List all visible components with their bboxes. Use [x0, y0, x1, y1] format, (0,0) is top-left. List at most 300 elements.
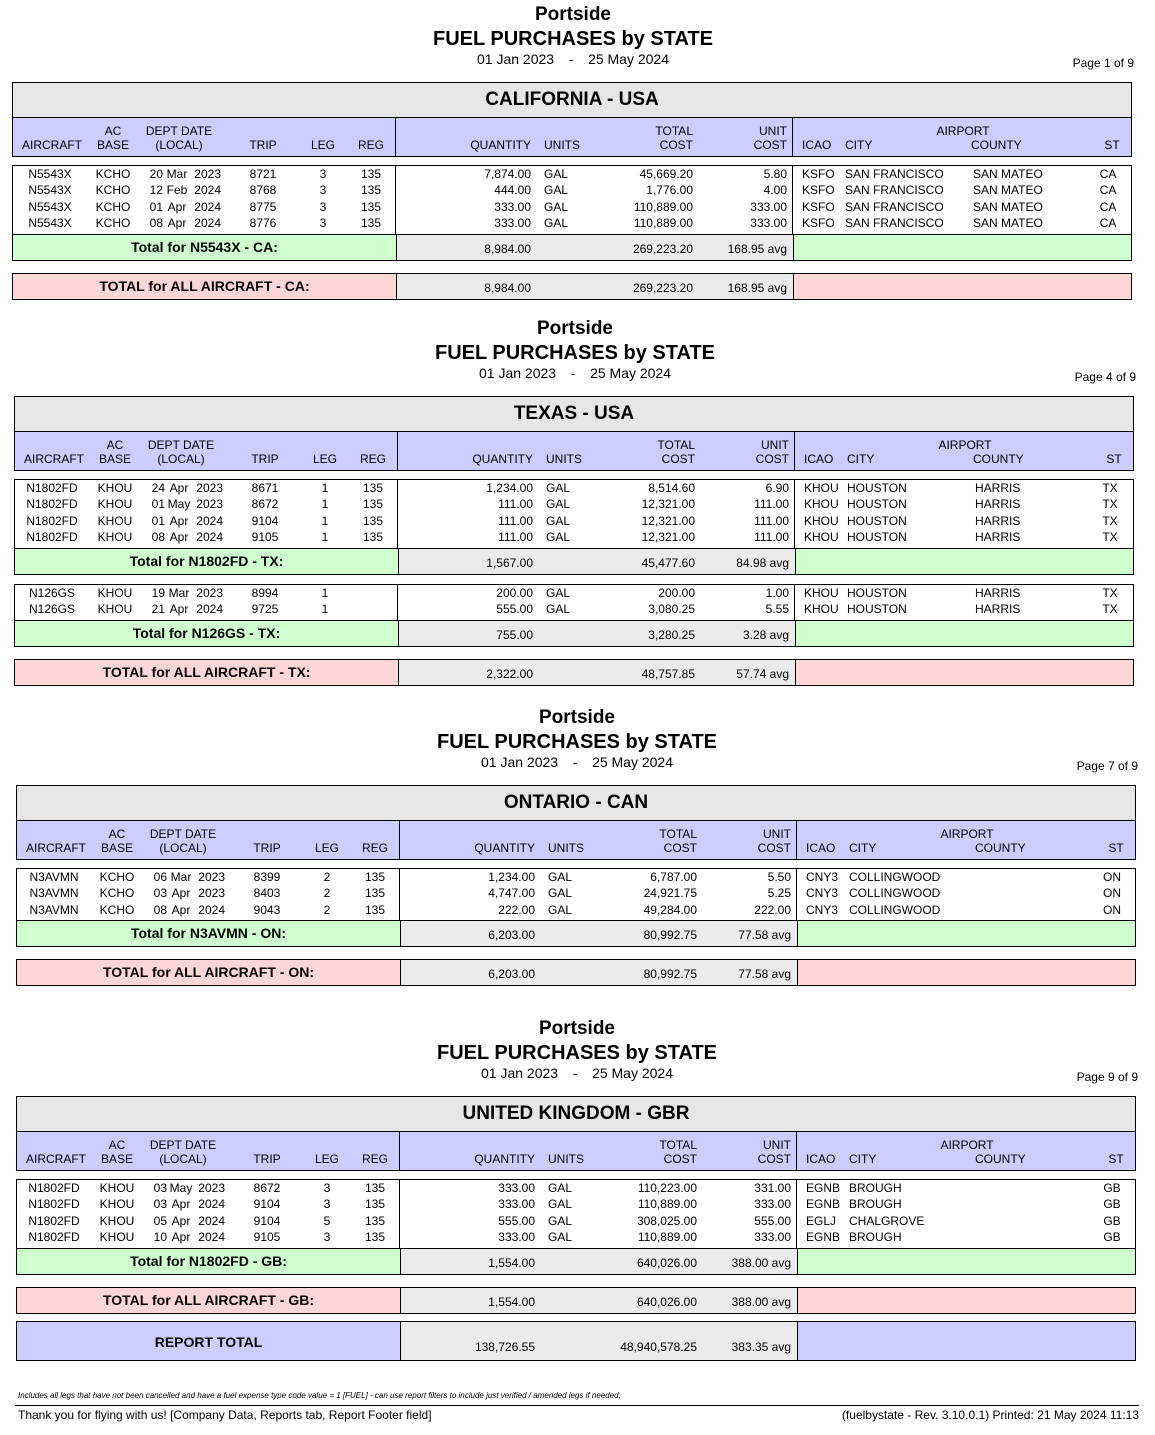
col-st: ST — [1104, 138, 1120, 152]
col-trip: TRIP — [251, 452, 279, 466]
cell-units: GAL — [548, 870, 573, 884]
cell-units: GAL — [548, 902, 573, 917]
cell-units: GAL — [544, 167, 569, 181]
col-reg: REG — [361, 841, 388, 855]
cell-base: KHOU — [99, 1181, 135, 1195]
cell-leg: 2 — [323, 902, 331, 917]
date-from: 01 Jan 2023 — [480, 753, 559, 770]
cell-st: TX — [1102, 481, 1118, 495]
cell-icao: KHOU — [804, 481, 839, 495]
date-separator: - — [568, 50, 574, 67]
date-range — [12, 51, 1134, 68]
col-icao: ICAO — [802, 138, 832, 152]
cell-unit: 331.00 — [754, 1181, 791, 1195]
cell-city: SAN FRANCISCO — [845, 199, 944, 214]
cell-trip: 9105 — [253, 1230, 281, 1245]
col-airport: AIRPORT — [940, 827, 994, 841]
cell-year: 2023 — [196, 481, 223, 495]
cell-icao: EGNB — [806, 1230, 841, 1245]
cell-day: 06 — [153, 870, 167, 884]
cell-mon: Apr — [169, 602, 189, 617]
cell-aircraft: N5543X — [28, 183, 72, 198]
col-total-cost: TOTAL — [659, 827, 697, 841]
report-total-label: REPORT TOTAL — [154, 1334, 263, 1350]
footer-divider — [15, 1405, 1139, 1406]
grand-total-cost: 640,026.00 — [636, 1295, 697, 1309]
cell-leg: 1 — [321, 586, 329, 600]
cell-base: KCHO — [99, 886, 135, 901]
cell-day: 01 — [149, 199, 163, 214]
col-leg: LEG — [312, 452, 337, 466]
col-leg: LEG — [310, 138, 335, 152]
cell-county: HARRIS — [975, 586, 1021, 600]
col-dept-date: DEPT DATE — [149, 1138, 217, 1152]
subtotal-label: Total for N3AVMN - ON: — [130, 925, 287, 941]
cell-reg: 135 — [364, 1213, 386, 1228]
company-name: Portside — [536, 318, 614, 339]
col-trip: TRIP — [249, 138, 277, 152]
cell-icao: KSFO — [802, 216, 835, 231]
state-title: UNITED KINGDOM - GBR — [16, 1096, 1136, 1132]
col-quantity: QUANTITY — [470, 138, 531, 152]
cell-trip: 9043 — [253, 902, 281, 917]
cell-icao: CNY3 — [806, 886, 839, 901]
cell-total: 110,889.00 — [633, 199, 693, 214]
grand-total-quantity: 1,554.00 — [488, 1295, 535, 1309]
cell-units: GAL — [548, 1213, 573, 1228]
cell-city: COLLINGWOOD — [849, 870, 941, 884]
cell-qty: 333.00 — [498, 1181, 535, 1195]
col-airport: AIRPORT — [936, 124, 990, 138]
col-ac-base: AC — [104, 124, 122, 138]
cell-city: HOUSTON — [847, 513, 907, 528]
cell-base: KCHO — [99, 870, 135, 884]
subtotal-total-cost: 45,477.60 — [641, 556, 695, 570]
col-county: COUNTY — [975, 841, 1026, 855]
cell-day: 03 — [153, 1181, 167, 1195]
cell-trip: 8672 — [253, 1181, 281, 1195]
cell-day: 21 — [151, 602, 165, 617]
cell-mon: Feb — [166, 183, 188, 198]
cell-reg: 135 — [364, 1230, 386, 1245]
aircraft-subtotal — [16, 920, 1136, 947]
report-header — [16, 1018, 1138, 1082]
company-name: Portside — [538, 1018, 616, 1039]
cell-st: GB — [1103, 1181, 1121, 1195]
date-range — [14, 365, 1136, 382]
cell-day: 05 — [153, 1213, 167, 1228]
cell-qty: 111.00 — [498, 497, 533, 512]
cell-leg: 3 — [319, 167, 327, 181]
col-ac-base: AC — [108, 1138, 126, 1152]
col-dept-date: DEPT DATE — [149, 827, 217, 841]
date-from: 01 Jan 2023 — [480, 1064, 559, 1081]
cell-aircraft: N126GS — [28, 586, 76, 600]
report-section — [16, 707, 1138, 981]
col-unit-cost: UNIT — [761, 438, 789, 452]
cell-qty: 111.00 — [498, 530, 533, 545]
col-quantity: QUANTITY — [474, 841, 535, 855]
cell-base: KCHO — [95, 167, 131, 181]
grand-total-avg: 57.74 avg — [736, 667, 789, 681]
col-aircraft: AIRCRAFT — [24, 452, 84, 466]
cell-qty: 1,234.00 — [486, 481, 533, 495]
cell-total: 49,284.00 — [643, 902, 697, 917]
cell-year: 2023 — [198, 886, 225, 901]
subtotal-label: Total for N1802FD - GB: — [130, 1253, 287, 1269]
column-header — [16, 820, 1136, 860]
state-grand-total — [16, 1287, 1136, 1314]
cell-county: HARRIS — [975, 497, 1021, 512]
cell-icao: KHOU — [804, 497, 839, 512]
col-aircraft: AIRCRAFT — [26, 1152, 86, 1166]
cell-day: 12 — [149, 183, 163, 198]
cell-icao: KHOU — [804, 530, 839, 545]
cell-county: SAN MATEO — [973, 167, 1043, 181]
cell-base: KHOU — [99, 1230, 135, 1245]
cell-year: 2023 — [198, 1181, 225, 1195]
cell-units: GAL — [544, 183, 569, 198]
date-to: 25 May 2024 — [588, 50, 670, 67]
cell-leg: 2 — [323, 870, 331, 884]
cell-unit: 5.80 — [763, 167, 787, 181]
cell-day: 19 — [151, 586, 165, 600]
cell-mon: Mar — [166, 167, 188, 181]
cell-year: 2024 — [196, 530, 223, 545]
col-icao: ICAO — [806, 841, 836, 855]
cell-qty: 222.00 — [498, 902, 535, 917]
cell-total: 1,776.00 — [646, 183, 693, 198]
report-section — [16, 1018, 1138, 1354]
cell-aircraft: N1802FD — [26, 530, 78, 545]
subtotal-quantity: 8,984.00 — [484, 242, 531, 256]
grand-total-avg: 77.58 avg — [738, 967, 791, 981]
cell-county: SAN MATEO — [973, 216, 1043, 231]
cell-icao: EGLJ — [806, 1213, 837, 1228]
cell-reg: 135 — [362, 513, 384, 528]
report-header — [12, 4, 1134, 68]
cell-trip: 9104 — [251, 513, 279, 528]
subtotal-total-cost: 80,992.75 — [643, 928, 697, 942]
cell-icao: KHOU — [804, 513, 839, 528]
aircraft-subtotal — [12, 234, 1132, 261]
cell-city: SAN FRANCISCO — [845, 216, 944, 231]
cell-total: 110,889.00 — [637, 1230, 697, 1245]
subtotal-avg-cost: 77.58 avg — [738, 928, 791, 942]
cell-base: KHOU — [99, 1197, 135, 1212]
cell-total: 200.00 — [658, 586, 695, 600]
cell-aircraft: N126GS — [28, 602, 76, 617]
cell-leg: 3 — [323, 1197, 331, 1212]
cell-mon: Apr — [169, 530, 189, 545]
cell-reg: 135 — [360, 216, 382, 231]
col-reg: REG — [361, 1152, 388, 1166]
cell-reg: 135 — [364, 1181, 386, 1195]
cell-trip: 9105 — [251, 530, 279, 545]
cell-unit: 5.50 — [767, 870, 791, 884]
col-city: CITY — [849, 1152, 877, 1166]
cell-units: GAL — [544, 216, 569, 231]
company-name: Portside — [534, 4, 612, 25]
state-title: TEXAS - USA — [14, 396, 1134, 432]
cell-trip: 8672 — [251, 497, 279, 512]
report-header — [14, 318, 1136, 382]
data-rows — [16, 868, 1136, 921]
cell-qty: 4,747.00 — [488, 886, 535, 901]
grand-total-quantity: 8,984.00 — [484, 281, 531, 295]
subtotal-label: Total for N5543X - CA: — [131, 239, 278, 255]
cell-total: 110,223.00 — [637, 1181, 697, 1195]
cell-icao: CNY3 — [806, 902, 839, 917]
cell-base: KHOU — [97, 602, 133, 617]
cell-st: GB — [1103, 1213, 1121, 1228]
company-name: Portside — [538, 707, 616, 728]
cell-reg: 135 — [364, 1197, 386, 1212]
col-icao: ICAO — [806, 1152, 836, 1166]
col-city: CITY — [847, 452, 875, 466]
data-rows — [16, 1179, 1136, 1249]
col-dept-date: DEPT DATE — [147, 438, 215, 452]
cell-st: CA — [1099, 199, 1117, 214]
cell-year: 2024 — [196, 602, 223, 617]
cell-st: ON — [1103, 902, 1121, 917]
aircraft-subtotal — [14, 548, 1134, 575]
date-separator: - — [572, 753, 578, 770]
cell-total: 3,080.25 — [648, 602, 695, 617]
cell-reg: 135 — [362, 497, 384, 512]
date-to: 25 May 2024 — [592, 753, 674, 770]
cell-leg: 1 — [321, 481, 329, 495]
col-county: COUNTY — [971, 138, 1022, 152]
cell-city: BROUGH — [849, 1197, 902, 1212]
cell-total: 45,669.20 — [639, 167, 693, 181]
subtotal-quantity: 1,554.00 — [488, 1256, 535, 1270]
cell-unit: 333.00 — [754, 1230, 791, 1245]
cell-units: GAL — [548, 1197, 573, 1212]
cell-units: GAL — [548, 886, 573, 901]
col-trip: TRIP — [253, 841, 281, 855]
date-range — [16, 754, 1138, 771]
cell-base: KHOU — [97, 481, 133, 495]
col-county: COUNTY — [973, 452, 1024, 466]
cell-leg: 3 — [319, 216, 327, 231]
footer-left-text: Thank you for flying with us! [Company Data, Reports tab, Report Footer field] — [18, 1408, 432, 1422]
grand-total-label: TOTAL for ALL AIRCRAFT - GB: — [102, 1292, 314, 1308]
col-quantity: QUANTITY — [474, 1152, 535, 1166]
cell-city: SAN FRANCISCO — [845, 167, 944, 181]
cell-unit: 333.00 — [750, 199, 787, 214]
col-unit-cost: UNIT — [763, 1138, 791, 1152]
cell-county: SAN MATEO — [973, 199, 1043, 214]
report-title: FUEL PURCHASES by STATE — [436, 730, 718, 753]
cell-icao: EGNB — [806, 1181, 841, 1195]
cell-day: 03 — [153, 1197, 167, 1212]
grand-total-cost: 48,757.85 — [641, 667, 695, 681]
cell-units: GAL — [546, 513, 571, 528]
cell-mon: Apr — [169, 481, 189, 495]
cell-unit: 222.00 — [754, 902, 791, 917]
col-total-cost: TOTAL — [655, 124, 693, 138]
cell-leg: 5 — [323, 1213, 331, 1228]
cell-unit: 111.00 — [754, 530, 789, 545]
date-to: 25 May 2024 — [592, 1064, 674, 1081]
cell-unit: 555.00 — [754, 1213, 791, 1228]
cell-base: KHOU — [97, 530, 133, 545]
cell-trip: 8994 — [251, 586, 279, 600]
col-st: ST — [1106, 452, 1122, 466]
col-units: UNITS — [548, 841, 584, 855]
cell-aircraft: N5543X — [28, 199, 72, 214]
cell-total: 110,889.00 — [633, 216, 693, 231]
col-total-cost: COST — [663, 1152, 697, 1166]
cell-base: KHOU — [97, 497, 133, 512]
cell-st: ON — [1103, 886, 1121, 901]
cell-st: GB — [1103, 1230, 1121, 1245]
cell-mon: Apr — [171, 1197, 191, 1212]
cell-city: HOUSTON — [847, 481, 907, 495]
cell-unit: 111.00 — [754, 513, 789, 528]
cell-trip: 8721 — [249, 167, 277, 181]
footer-note: Includes all legs that have not been cancelled and have a fuel expense type code value = 1 [FUEL] - can use report filters to include just verified / amended legs if needed; — [18, 1391, 621, 1400]
cell-st: CA — [1099, 167, 1117, 181]
data-rows — [12, 165, 1132, 235]
col-dept-date: DEPT DATE — [145, 124, 213, 138]
cell-unit: 333.00 — [750, 216, 787, 231]
col-units: UNITS — [546, 452, 582, 466]
cell-total: 24,921.75 — [643, 886, 697, 901]
cell-icao: EGNB — [806, 1197, 841, 1212]
report-section — [12, 4, 1134, 295]
cell-day: 01 — [151, 497, 165, 512]
cell-total: 12,321.00 — [641, 530, 695, 545]
grand-total-label: TOTAL for ALL AIRCRAFT - TX: — [102, 664, 311, 680]
cell-units: GAL — [546, 586, 571, 600]
cell-base: KCHO — [99, 902, 135, 917]
cell-reg: 135 — [360, 167, 382, 181]
cell-base: KCHO — [95, 199, 131, 214]
cell-trip: 8671 — [251, 481, 279, 495]
cell-city: BROUGH — [849, 1181, 902, 1195]
cell-county: HARRIS — [975, 530, 1021, 545]
subtotal-total-cost: 640,026.00 — [636, 1256, 697, 1270]
date-to: 25 May 2024 — [590, 364, 672, 381]
state-grand-total — [16, 959, 1136, 986]
col-st: ST — [1108, 841, 1124, 855]
state-grand-total — [14, 659, 1134, 686]
cell-st: ON — [1103, 870, 1121, 884]
cell-city: HOUSTON — [847, 530, 907, 545]
cell-units: GAL — [548, 1181, 573, 1195]
col-reg: REG — [359, 452, 386, 466]
cell-base: KCHO — [95, 183, 131, 198]
cell-leg: 1 — [321, 530, 329, 545]
date-separator: - — [570, 364, 576, 381]
cell-year: 2024 — [196, 513, 223, 528]
cell-total: 12,321.00 — [641, 513, 695, 528]
cell-total: 110,889.00 — [637, 1197, 697, 1212]
col-unit-cost: COST — [753, 138, 787, 152]
cell-year: 2024 — [194, 183, 221, 198]
report-total-quantity: 138,726.55 — [474, 1340, 535, 1354]
cell-qty: 444.00 — [494, 183, 531, 198]
subtotal-label: Total for N1802FD - TX: — [129, 553, 284, 569]
cell-city: HOUSTON — [847, 586, 907, 600]
report-title: FUEL PURCHASES by STATE — [434, 341, 716, 364]
subtotal-avg-cost: 3.28 avg — [742, 628, 789, 642]
cell-aircraft: N1802FD — [28, 1213, 80, 1228]
col-st: ST — [1108, 1152, 1124, 1166]
date-range — [16, 1065, 1138, 1082]
cell-day: 20 — [149, 167, 163, 181]
col-leg: LEG — [314, 841, 339, 855]
col-total-cost: TOTAL — [657, 438, 695, 452]
col-ac-base: BASE — [100, 1152, 133, 1166]
subtotal-total-cost: 269,223.20 — [632, 242, 693, 256]
grand-total-label: TOTAL for ALL AIRCRAFT - CA: — [99, 278, 310, 294]
cell-reg: 135 — [362, 481, 384, 495]
col-units: UNITS — [544, 138, 580, 152]
cell-reg: 135 — [364, 902, 386, 917]
cell-year: 2023 — [196, 586, 223, 600]
data-rows — [14, 479, 1134, 549]
cell-mon: May — [167, 497, 191, 512]
cell-leg: 3 — [323, 1230, 331, 1245]
cell-units: GAL — [546, 602, 571, 617]
cell-qty: 555.00 — [496, 602, 533, 617]
cell-st: TX — [1102, 530, 1118, 545]
cell-city: COLLINGWOOD — [849, 902, 941, 917]
cell-mon: May — [169, 1181, 193, 1195]
col-unit-cost: COST — [757, 841, 791, 855]
col-total-cost: TOTAL — [659, 1138, 697, 1152]
cell-total: 308,025.00 — [636, 1213, 697, 1228]
cell-year: 2024 — [198, 902, 225, 917]
subtotal-avg-cost: 168.95 avg — [727, 242, 787, 256]
cell-mon: Apr — [167, 216, 187, 231]
cell-aircraft: N5543X — [28, 216, 72, 231]
cell-units: GAL — [546, 497, 571, 512]
cell-qty: 333.00 — [494, 199, 531, 214]
grand-total-quantity: 6,203.00 — [488, 967, 535, 981]
cell-leg: 3 — [323, 1181, 331, 1195]
col-total-cost: COST — [659, 138, 693, 152]
cell-total: 8,514.60 — [648, 481, 695, 495]
cell-aircraft: N1802FD — [26, 513, 78, 528]
cell-year: 2024 — [198, 1213, 225, 1228]
cell-day: 03 — [153, 886, 167, 901]
cell-county: HARRIS — [975, 481, 1021, 495]
cell-reg: 135 — [364, 886, 386, 901]
report-total-avg: 383.35 avg — [731, 1340, 791, 1354]
col-trip: TRIP — [253, 1152, 281, 1166]
cell-aircraft: N1802FD — [28, 1197, 80, 1212]
cell-year: 2023 — [194, 167, 221, 181]
col-leg: LEG — [314, 1152, 339, 1166]
cell-city: HOUSTON — [847, 602, 907, 617]
page-number: Page 9 of 9 — [1076, 1070, 1138, 1084]
cell-leg: 3 — [319, 199, 327, 214]
cell-icao: KSFO — [802, 199, 835, 214]
column-header — [14, 431, 1134, 471]
cell-year: 2023 — [196, 497, 223, 512]
subtotal-quantity: 755.00 — [496, 628, 533, 642]
col-ac-base: AC — [106, 438, 124, 452]
cell-year: 2024 — [198, 1197, 225, 1212]
column-header — [12, 117, 1132, 157]
subtotal-avg-cost: 84.98 avg — [736, 556, 789, 570]
cell-qty: 200.00 — [496, 586, 533, 600]
cell-total: 6,787.00 — [650, 870, 697, 884]
